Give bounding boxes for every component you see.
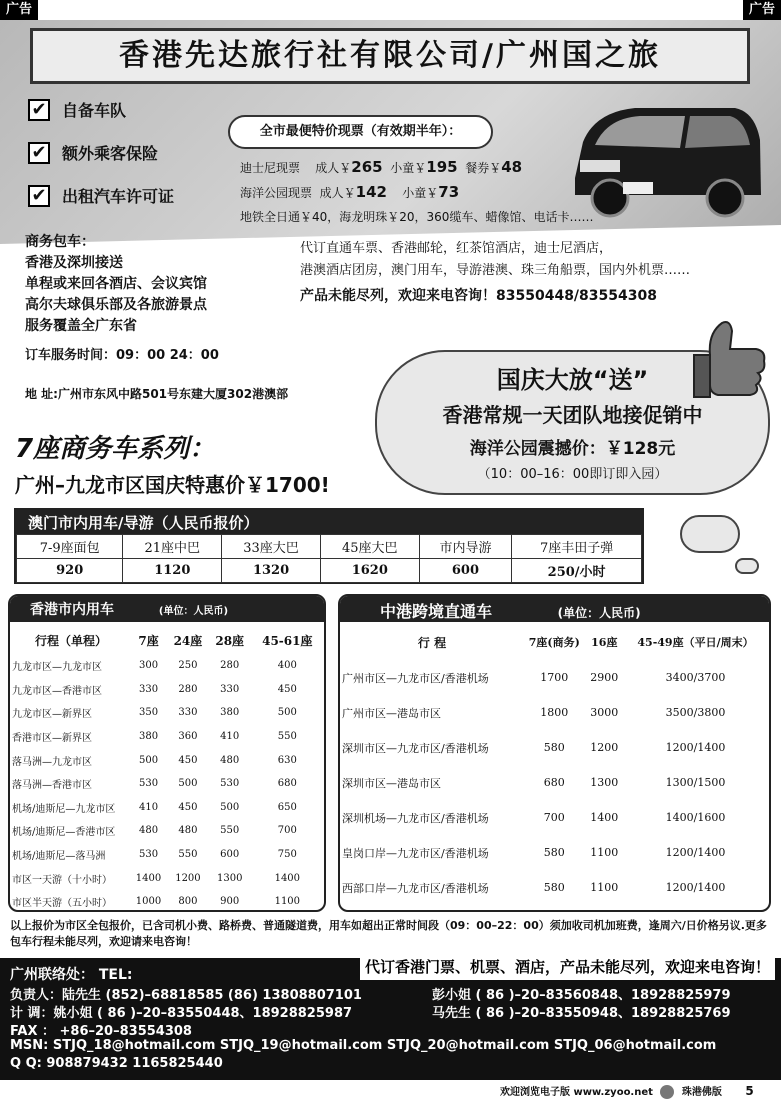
minivan-image [565, 100, 765, 220]
table-cell: 500 [138, 754, 159, 766]
table-header: 45-49座（平日/周末） [637, 636, 754, 649]
contact-office [10, 964, 133, 984]
table-cell: 380 [220, 707, 240, 719]
child-label: 小童￥ [402, 186, 439, 200]
table-cell: 580 [543, 881, 565, 894]
footer [500, 1083, 754, 1099]
table-header: 市内导游 [419, 535, 512, 559]
table-row [12, 866, 324, 890]
notice: 以上报价为市区全包报价，已含司机小费、路桥费、普通隧道费，用车如超出正常时间段（09：00–22：00）须加收司机加班费，逢周六/日价格另议.更多包车行程未能尽列，欢迎请来电咨询！ [10, 919, 767, 948]
services-section [300, 238, 690, 307]
table-row [342, 765, 769, 800]
table-cell: 300 [138, 660, 159, 672]
feature-label: 自备车队 [62, 101, 127, 120]
table-cell: 500 [178, 778, 198, 790]
table-cell: 450 [277, 683, 297, 695]
table-cell: 1320 [222, 559, 321, 583]
disney-price-line [240, 158, 522, 176]
hk-panel [8, 594, 326, 912]
table-cell: 1200/1400 [665, 846, 726, 859]
table-row [12, 796, 324, 820]
table-header: 28座 [215, 633, 245, 648]
table-cell: 深圳市区—九龙市区/香港机场 [342, 741, 489, 755]
table-row [342, 730, 769, 765]
table-cell: 广州市区—九龙市区/香港机场 [342, 671, 489, 685]
table-cell: 1200 [590, 741, 619, 754]
table-header: 7座(商务) [528, 636, 580, 649]
business-item: 高尔夫球俱乐部及各旅游景点 [25, 297, 207, 313]
table-cell: 500 [277, 707, 297, 719]
table-cell: 1400 [135, 872, 162, 884]
page-number: 5 [745, 1084, 754, 1098]
table-row [12, 819, 324, 843]
table-cell: 1620 [320, 559, 419, 583]
table-row [12, 772, 324, 796]
table-row [12, 654, 324, 678]
feature-list [28, 98, 174, 207]
table-cell: 900 [220, 896, 240, 908]
table-cell: 450 [178, 754, 198, 766]
table-row [12, 701, 324, 725]
table-header: 16座 [591, 636, 618, 649]
table-cell: 380 [138, 731, 159, 743]
table-row [12, 890, 324, 914]
table-cell: 750 [277, 849, 297, 861]
business-item: 服务覆盖全广东省 [25, 318, 137, 334]
table-row [12, 678, 324, 702]
table-cell: 1300 [216, 872, 243, 884]
feature-label: 额外乘客保险 [62, 144, 159, 163]
table-cell: 1300 [590, 776, 619, 789]
table-cell: 深圳市区—港岛市区 [342, 776, 441, 790]
table-header: 7-9座面包 [17, 535, 123, 559]
table-header: 45-61座 [262, 633, 313, 648]
table-cell: 机场/迪斯尼—九龙市区 [12, 803, 116, 815]
table-row [12, 748, 324, 772]
hk-unit: (单位：人民币) [158, 606, 229, 617]
table-cell: 400 [277, 660, 297, 672]
banner: 代订香港门票、机票、酒店，产品未能尽列，欢迎来电咨询！ [360, 956, 775, 980]
table-cell: 市区一天游（十小时） [12, 874, 112, 886]
ad-label-right: 广告 [743, 0, 781, 20]
table-cell: 410 [138, 801, 159, 813]
car-series-title: 7座商务车系列： [15, 434, 216, 464]
table-header: 7座 [138, 633, 159, 648]
zg-title: 中港跨境直通车 [380, 602, 493, 621]
promo-price: 海洋公园震撼价：￥128元 [469, 439, 676, 459]
table-cell: 3400/3700 [665, 671, 726, 684]
cloud-puff [735, 558, 759, 574]
table-cell: 1200 [175, 872, 201, 884]
table-cell: 香港市区—新界区 [12, 733, 92, 745]
zg-table [342, 624, 769, 905]
table-cell: 920 [17, 559, 123, 583]
zg-header [340, 596, 769, 622]
table-cell: 落马洲—香港市区 [12, 780, 92, 792]
ocean-price-line [240, 183, 459, 201]
table-cell: 450 [178, 801, 198, 813]
macau-title: 澳门市内用车/导游（人民币报价） [16, 510, 642, 534]
table-row [12, 725, 324, 749]
ticket-line-3: 地铁全日通￥40，海龙明珠￥20，360缆车、蜡像馆、电话卡…… [240, 210, 594, 224]
table-cell: 700 [277, 825, 297, 837]
qq-line: Q Q: 908879432 1165825440 [10, 1056, 223, 1071]
table-cell: 550 [178, 849, 198, 861]
table-cell: 250 [178, 660, 198, 672]
table-cell: 1200/1400 [665, 881, 726, 894]
tel-label: TEL: [98, 967, 133, 983]
contact-section [0, 958, 781, 1080]
table-cell: 市区半天游（五小时） [12, 898, 112, 910]
table-row [342, 660, 769, 695]
table-cell: 广州市区—港岛市区 [342, 706, 441, 720]
table-cell: 650 [277, 801, 297, 813]
table-header: 45座大巴 [320, 535, 419, 559]
consult-line: 产品未能尽列，欢迎来电咨询！83550448/83554308 [300, 288, 657, 304]
macau-panel [14, 508, 644, 584]
table-row [342, 870, 769, 905]
adult-price: 265 [351, 158, 383, 176]
table-row [342, 835, 769, 870]
fax-line: FAX ： +86–20–83554308 [10, 1024, 192, 1039]
table-cell: 3500/3800 [665, 706, 726, 719]
table-cell: 580 [543, 846, 565, 859]
table-cell: 630 [277, 754, 297, 766]
table-header: 24座 [173, 633, 203, 648]
hk-table [12, 626, 324, 914]
business-item: 单程或来回各酒店、会议宾馆 [25, 276, 207, 292]
table-cell: 480 [138, 825, 159, 837]
contact-line: 彭小姐 ( 86 )–20–83560848、18928825979 [432, 988, 731, 1003]
business-item: 香港及深圳接送 [25, 255, 123, 271]
table-cell: 深圳机场—九龙市区/香港机场 [342, 811, 489, 825]
meal-price: 48 [501, 158, 523, 176]
table-cell: 410 [220, 731, 240, 743]
child-label: 小童￥ [390, 161, 427, 175]
hk-header [10, 596, 324, 622]
table-cell: 1700 [540, 671, 569, 684]
table-cell: 1400 [590, 811, 619, 824]
feature-item [28, 184, 174, 207]
business-title: 商务包车： [25, 234, 95, 250]
feature-item [28, 98, 174, 121]
table-row [342, 695, 769, 730]
table-cell: 1100 [274, 896, 301, 908]
booking-hours: 订车服务时间：09：00 24：00 [25, 348, 219, 363]
table-cell: 700 [543, 811, 565, 824]
table-cell: 落马洲—九龙市区 [12, 756, 92, 768]
table-cell: 1120 [123, 559, 222, 583]
table-cell: 600 [220, 849, 240, 861]
table-cell: 1800 [540, 706, 569, 719]
page-title: 香港先达旅行社有限公司/广州国之旅 [30, 28, 750, 84]
table-cell: 1200/1400 [665, 741, 726, 754]
hk-title: 香港市内用车 [30, 602, 114, 618]
promo-title: 国庆大放“送” [496, 366, 649, 394]
ticket-name: 海洋公园现票 [240, 186, 313, 200]
car-series-subtitle: 广州–九龙市区国庆特惠价￥1700! [15, 473, 330, 497]
table-cell: 580 [543, 741, 565, 754]
table-cell: 530 [138, 778, 159, 790]
table-cell: 800 [178, 896, 198, 908]
table-header: 行 程 [417, 635, 447, 650]
table-cell: 九龙市区—九龙市区 [12, 662, 102, 674]
car-series [15, 428, 330, 498]
table-cell: 600 [419, 559, 512, 583]
child-price: 195 [426, 158, 458, 176]
table-cell: 360 [178, 731, 198, 743]
table-cell: 330 [220, 683, 240, 695]
table-cell: 680 [277, 778, 297, 790]
msn-line: MSN: STJQ_18@hotmail.com STJQ_19@hotmail.com STJQ_20@hotmail.com STJQ_06@hotmail.com [10, 1038, 717, 1053]
ticket-heading: 全市最便特价现票（有效期半年）： [228, 115, 493, 149]
service-line: 港澳酒店团房，澳门用车，导游港澳、珠三角船票，国内外机票…… [300, 263, 691, 278]
checkmark-icon: ✔ [28, 142, 50, 164]
table-cell: 480 [220, 754, 240, 766]
ad-label-left: 广告 [0, 0, 38, 20]
cloud-puff [680, 515, 740, 553]
checkmark-icon: ✔ [28, 99, 50, 121]
table-cell: 3000 [590, 706, 619, 719]
table-cell: 九龙市区—新界区 [12, 709, 92, 721]
table-cell: 皇岗口岸—九龙市区/香港机场 [342, 846, 489, 860]
promo-note: （10：00–16：00即订即入园） [477, 467, 668, 482]
table-cell: 1100 [590, 846, 619, 859]
table-cell: 530 [138, 849, 159, 861]
table-cell: 480 [178, 825, 198, 837]
logo-icon [660, 1085, 674, 1099]
table-cell: 1100 [590, 881, 619, 894]
table-cell: 机场/迪斯尼—香港市区 [12, 827, 116, 839]
table-cell: 280 [178, 683, 198, 695]
table-cell: 九龙市区—香港市区 [12, 685, 102, 697]
table-cell: 2900 [590, 671, 619, 684]
table-cell: 350 [138, 707, 159, 719]
table-cell: 1000 [135, 896, 162, 908]
address: 地 址:广州市东风中路501号东建大厦302港澳部 [25, 387, 289, 401]
contact-line: 马先生 ( 86 )–20–83550948、18928825769 [432, 1006, 731, 1021]
promo-subtitle: 香港常规一天团队地接促销中 [442, 403, 703, 427]
promo-text [395, 360, 750, 482]
table-row [342, 800, 769, 835]
office-label: 广州联络处： [10, 967, 94, 983]
feature-label: 出租汽车许可证 [62, 187, 175, 206]
footer-edition: 珠港佛版 [681, 1087, 722, 1098]
zg-unit: (单位：人民币) [557, 606, 641, 620]
table-header: 33座大巴 [222, 535, 321, 559]
footer-welcome: 欢迎浏览电子版 www.zyoo.net [500, 1087, 653, 1098]
table-cell: 550 [277, 731, 297, 743]
contact-line: 计 调：姚小姐 ( 86 )–20–83550448、18928825987 [10, 1006, 353, 1021]
adult-label: 成人￥ [319, 186, 356, 200]
table-cell: 680 [543, 776, 565, 789]
table-cell: 280 [220, 660, 240, 672]
table-row [12, 843, 324, 867]
table-cell: 机场/迪斯尼—落马洲 [12, 851, 106, 863]
table-cell: 1400 [274, 872, 301, 884]
table-cell: 500 [220, 801, 240, 813]
service-line: 代订直通车票、香港邮轮，红茶馆酒店，迪士尼酒店， [300, 241, 613, 256]
feature-item [28, 141, 174, 164]
contact-line: 负责人：陆先生 (852)–68818585 (86) 13808807101 [10, 988, 362, 1003]
adult-label: 成人￥ [315, 161, 352, 175]
table-header: 21座中巴 [123, 535, 222, 559]
table-cell: 西部口岸—九龙市区/香港机场 [342, 881, 489, 895]
ticket-name: 迪士尼现票 [240, 161, 301, 175]
table-cell: 330 [138, 683, 159, 695]
table-cell: 530 [220, 778, 240, 790]
child-price: 73 [438, 183, 460, 201]
table-cell: 1300/1500 [665, 776, 726, 789]
adult-price: 142 [355, 183, 387, 201]
table-cell: 550 [220, 825, 240, 837]
table-cell: 250/小时 [512, 559, 642, 583]
macau-table [16, 534, 642, 583]
zg-panel [338, 594, 771, 912]
table-header: 7座丰田子弹 [512, 535, 642, 559]
table-header: 行程（单程） [34, 633, 107, 648]
meal-label: 餐券￥ [465, 161, 502, 175]
business-section [25, 232, 219, 366]
table-cell: 330 [178, 707, 198, 719]
checkmark-icon: ✔ [28, 185, 50, 207]
table-cell: 1400/1600 [665, 811, 726, 824]
